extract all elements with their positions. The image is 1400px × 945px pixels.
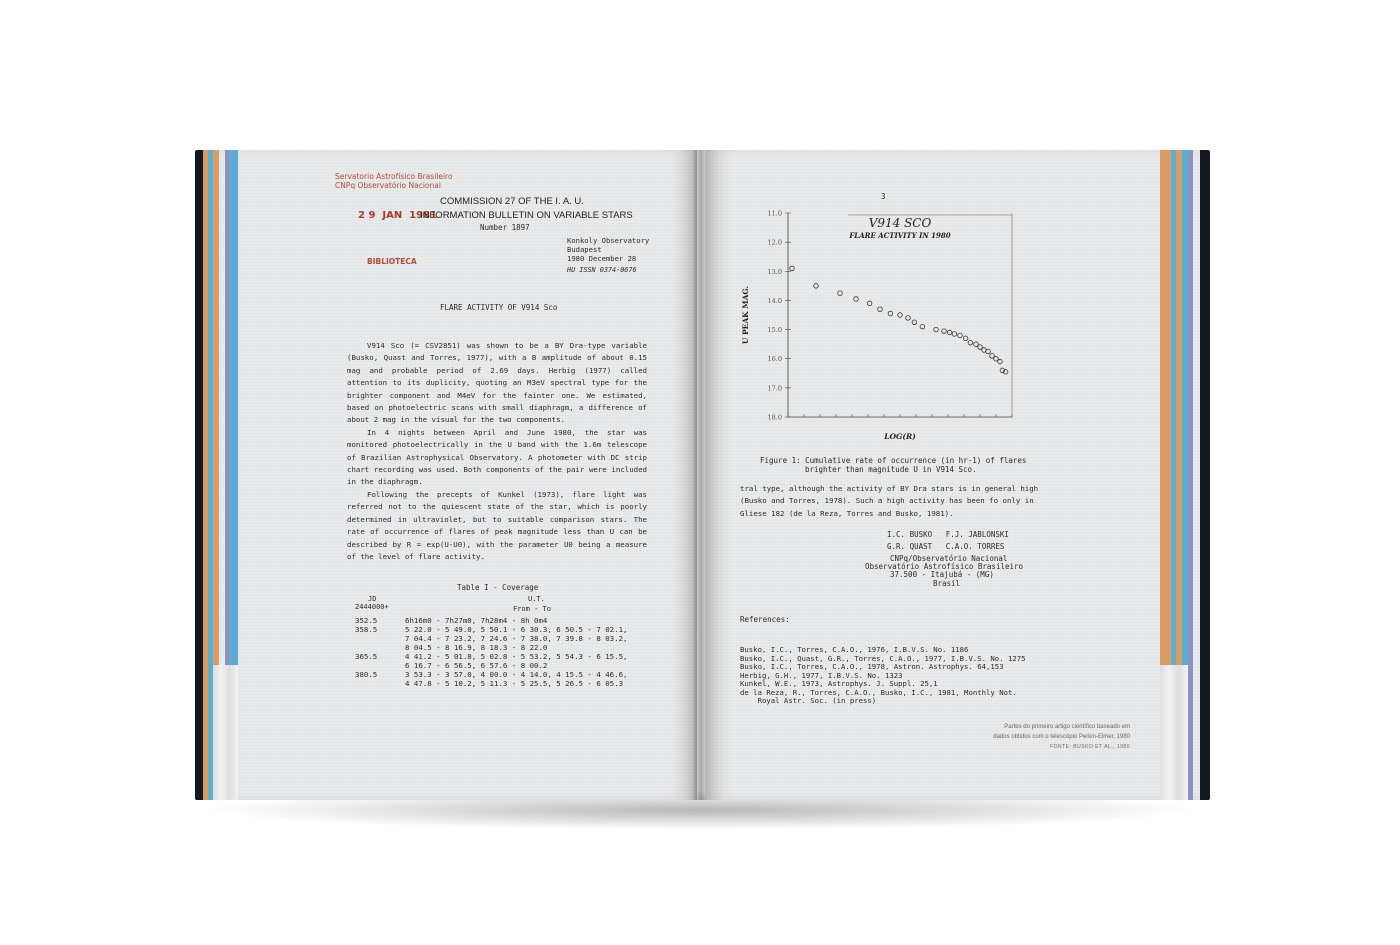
data-point bbox=[998, 359, 1003, 364]
reference-item: Kunkel, W.E., 1973, Astrophys. J. Suppl. 25,1 bbox=[740, 679, 938, 688]
data-point bbox=[790, 266, 795, 271]
address-line2: Budapest bbox=[567, 245, 602, 254]
table-cell-jd: 380.5 bbox=[355, 670, 378, 679]
table-cell-ut: 3 53.3 - 3 57.0, 4 00.0 - 4 14.0, 4 15.5 - 4 46.6, bbox=[405, 670, 628, 679]
chart-title: V914 SCO bbox=[868, 216, 932, 230]
data-point bbox=[912, 320, 917, 325]
chart-subtitle: FLARE ACTIVITY IN 1980 bbox=[849, 231, 951, 240]
data-point bbox=[986, 349, 991, 354]
data-point bbox=[963, 336, 968, 341]
affiliation-line1: CNPq/Observatório Nacional bbox=[890, 554, 1008, 563]
article-body bbox=[347, 340, 647, 563]
data-point bbox=[906, 316, 911, 321]
figure-caption-line2: brighter than magnitude U in V914 Sco. bbox=[805, 465, 977, 474]
table-cell-jd bbox=[355, 661, 405, 670]
left-page bbox=[195, 150, 697, 800]
table-header-jd: JD bbox=[368, 595, 377, 603]
y-tick-label: 14.0 bbox=[767, 296, 782, 305]
table-cell-ut: 5 22.0 - 5 49.0, 5 50.1 - 6 30.3, 6 50.5 - 7 02.1, bbox=[405, 625, 628, 634]
table-cell-jd: 358.5 bbox=[355, 625, 378, 634]
table-row bbox=[355, 634, 627, 643]
data-point bbox=[952, 332, 957, 337]
reference-item: Royal Astr. Soc. (in press) bbox=[740, 696, 877, 705]
data-point bbox=[878, 307, 883, 312]
authors-line1: I.C. BUSKO F.J. JABLONSKI bbox=[887, 530, 1009, 539]
observatory-stamp-line1: Servatorio Astrofísico Brasileiro bbox=[335, 172, 453, 181]
data-point bbox=[854, 297, 859, 302]
data-point bbox=[838, 291, 843, 296]
table-row bbox=[355, 670, 627, 679]
table-cell-ut: 6h16m0 - 7h27m0, 7h28m4 - 8h 0m4 bbox=[405, 616, 548, 625]
data-point bbox=[942, 329, 947, 334]
table-cell-jd bbox=[355, 679, 405, 688]
library-stamp: BIBLIOTECA bbox=[367, 257, 417, 266]
paragraph-1: V914 Sco (= CSV2851) was shown to be a BY Dra-type variable (Busko, Quast and Torres, 1977), with a B amplitude of about 0.15 mag and probable period of 2.69 days. Herbig (1977) called attention to its duplicity, quoting an M3eV spectral type for the brighter component and M4eV for the fainter one. We estimated, based on photoelectric scans with small diaphragm, a difference of about 2 mag in the visual for the two components. bbox=[347, 341, 647, 425]
data-point bbox=[968, 340, 973, 345]
figure-caption-line1: Figure 1: Cumulative rate of occurrence (in hr-1) of flares bbox=[760, 456, 1027, 465]
table-header-from-to: From - To bbox=[513, 605, 551, 613]
data-point bbox=[898, 313, 903, 318]
data-point bbox=[978, 345, 983, 350]
y-tick-label: 17.0 bbox=[767, 384, 782, 393]
flare-activity-chart bbox=[741, 205, 1020, 445]
article-title: FLARE ACTIVITY OF V914 Sco bbox=[440, 303, 558, 312]
y-tick-label: 15.0 bbox=[767, 326, 782, 335]
table-row bbox=[355, 616, 627, 625]
data-point bbox=[990, 354, 995, 359]
table-cell-ut: 6 16.7 - 6 56.5, 6 57.6 - 8 00.2 bbox=[405, 661, 548, 670]
coverage-table bbox=[355, 616, 627, 688]
table-header-ut: U.T. bbox=[528, 595, 545, 603]
data-point bbox=[814, 284, 819, 289]
y-tick-label: 16.0 bbox=[767, 355, 782, 364]
commission-title: COMMISSION 27 OF THE I. A. U. bbox=[440, 196, 584, 207]
bulletin-number: Number 1897 bbox=[480, 223, 530, 232]
address-line1: Konkoly Observatory bbox=[567, 236, 650, 245]
table-row bbox=[355, 679, 627, 688]
references-list bbox=[740, 629, 1026, 723]
authors-line2: G.R. QUAST C.A.O. TORRES bbox=[887, 542, 1005, 551]
table-cell-jd bbox=[355, 643, 405, 652]
reference-item: Busko, I.C., Torres, C.A.O., 1976, I.B.V.S. No. 1186 bbox=[740, 645, 969, 654]
data-point bbox=[888, 311, 893, 316]
table-title: Table I - Coverage bbox=[457, 583, 539, 592]
edge-stripe-orange-2 bbox=[213, 150, 219, 665]
reference-item: de la Reza, R., Torres, C.A.O., Busko, I.C., 1981, Monthly Not. bbox=[740, 687, 1017, 697]
edge-pages-light-right bbox=[1160, 665, 1188, 800]
table-header-jd-2: 2444000+ bbox=[355, 603, 389, 611]
edge-stripe-lavender-right bbox=[1188, 150, 1193, 800]
x-axis-label: LOG(R) bbox=[884, 432, 916, 441]
data-point bbox=[934, 327, 939, 332]
data-point bbox=[958, 333, 963, 338]
photo-caption bbox=[945, 722, 1130, 752]
photo-source: FONTE: BUSKO ET AL., 1980 bbox=[1050, 744, 1130, 750]
photo-caption-line1: Partes do primeiro artigo científico baseado em bbox=[1004, 724, 1130, 730]
reference-item: Herbig, G.H., 1977, I.B.V.S. No. 1323 bbox=[740, 670, 903, 680]
y-axis-label: U PEAK MAG. bbox=[741, 285, 750, 345]
affiliation-line4: Brasil bbox=[933, 579, 961, 588]
references-title: References: bbox=[740, 615, 790, 624]
table-row bbox=[355, 652, 627, 661]
date-stamp: 2 9 JAN 1981 bbox=[358, 210, 437, 221]
table-cell-jd: 352.5 bbox=[355, 616, 378, 625]
data-point bbox=[974, 342, 979, 347]
y-tick-label: 11.0 bbox=[767, 209, 782, 218]
right-page bbox=[705, 150, 1210, 800]
continuation-text: tral type, although the activity of BY Dra stars is in general high (Busko and Torres, 1978). Such a high activity has been fo only in Gliese 182 (de la Reza, Torres and Busko, 1981). bbox=[740, 484, 1039, 518]
table-cell-ut: 4 47.8 - 5 10.2, 5 11.3 - 5 25.5, 5 26.5 - 6 05.3 bbox=[405, 679, 624, 688]
observatory-stamp-line2: CNPq Observatório Nacional bbox=[335, 181, 441, 190]
data-point bbox=[947, 330, 952, 335]
reference-item: Busko, I.C., Torres, C.A.O., 1978, Astron. Astrophys. 64,153 bbox=[740, 662, 1004, 671]
y-tick-label: 18.0 bbox=[767, 413, 782, 422]
edge-stripe-orange-right bbox=[1160, 150, 1171, 665]
y-tick-label: 13.0 bbox=[767, 267, 782, 276]
data-point bbox=[920, 324, 925, 329]
data-point bbox=[867, 301, 872, 306]
affiliation-line2: Observatório Astrofísico Brasileiro bbox=[865, 562, 1024, 571]
open-book bbox=[195, 150, 1210, 800]
data-point bbox=[994, 356, 999, 361]
page-number: 3 bbox=[881, 192, 886, 201]
edge-stripe-blue-2 bbox=[230, 150, 238, 665]
edge-dark-strip-right bbox=[1200, 150, 1210, 800]
table-row bbox=[355, 625, 627, 634]
reference-item: Busko, I.C., Quast, G.R., Torres, C.A.O., 1977, I.B.V.S. No. 1275 bbox=[740, 653, 1026, 663]
paragraph-2: In 4 nights between April and June 1980, the star was monitored photoelectrically in the U band with the 1.6m telescope of Brazilian Astrophysical Observatory. A photometer with DC strip chart recording was used. Both components of the pair were included in the diaphragm. bbox=[347, 427, 647, 487]
table-cell-jd bbox=[355, 634, 405, 643]
paragraph-3: Following the precepts of Kunkel (1973), flare light was referred not to the quiescent state of the star, which is poorly determined in ultraviolet, but to suitable comparison stars. The rate of occurrence of flares of peak magnitude less than U can be described by R = exp(U-U0), with the parameter U0 being a measure of the level of flare activity. bbox=[347, 489, 647, 561]
affiliation-line3: 37.500 - Itajubá - (MG) bbox=[890, 570, 994, 579]
table-cell-jd: 365.5 bbox=[355, 652, 378, 661]
table-cell-ut: 8 04.5 - 8 16.9, 8 18.3 - 8 22.0 bbox=[405, 643, 548, 652]
edge-pages-light bbox=[213, 665, 238, 800]
edge-dark-strip bbox=[195, 150, 203, 800]
address-line3: 1980 December 28 bbox=[567, 254, 637, 263]
table-row bbox=[355, 661, 627, 670]
table-cell-ut: 7 04.4 - 7 23.2, 7 24.6 - 7 38.0, 7 39.8 - 8 03.2, bbox=[405, 634, 628, 643]
table-cell-ut: 4 41.2 - 5 01.8, 5 02.8 - 5 53.2, 5 54.3 - 6 15.5, bbox=[405, 652, 628, 661]
table-row bbox=[355, 643, 627, 652]
bulletin-title: INFORMATION BULLETIN ON VARIABLE STARS bbox=[420, 210, 633, 221]
issn: HU ISSN 0374-0676 bbox=[567, 266, 637, 274]
y-tick-label: 12.0 bbox=[767, 238, 782, 247]
photo-caption-line2: dados obtidos com o telescópio Perkin-Elmer, 1980 bbox=[993, 734, 1130, 740]
